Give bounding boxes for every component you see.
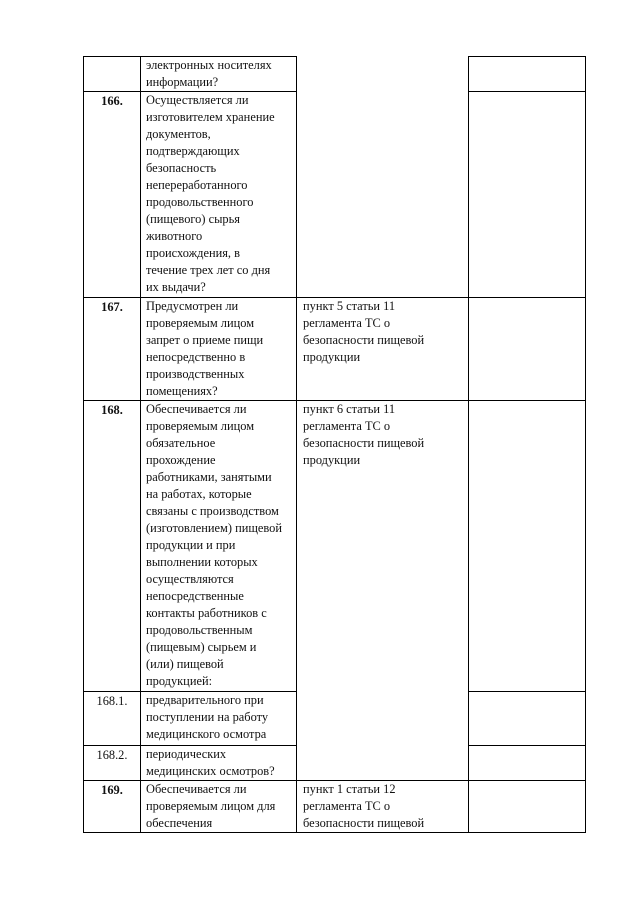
row-number	[84, 57, 141, 92]
checklist-table	[83, 56, 586, 833]
table-row	[84, 401, 586, 692]
question-cell: Обеспечивается ли проверяемым лицом для обеспечения	[141, 781, 297, 833]
table-row	[84, 746, 586, 781]
norm-cell: пункт 5 статьи 11 регламента ТС о безопасности пищевой продукции	[297, 298, 469, 401]
answer-cell[interactable]	[469, 401, 586, 692]
answer-cell[interactable]	[469, 746, 586, 781]
norm-cell: пункт 1 статьи 12 регламента ТС о безопасности пищевой	[297, 781, 469, 833]
row-number: 168.	[84, 401, 141, 692]
norm-cell	[297, 57, 469, 92]
norm-cell: пункт 6 статьи 11 регламента ТС о безопасности пищевой продукции	[303, 402, 425, 467]
question-cell: электронных носителях информации?	[141, 57, 297, 92]
question-cell: периодических медицинских осмотров?	[141, 746, 297, 781]
norm-cell	[297, 746, 469, 781]
row-number: 168.1.	[84, 692, 141, 746]
table-row	[84, 692, 586, 746]
table-row	[84, 298, 586, 401]
table-row	[84, 781, 586, 833]
answer-cell[interactable]	[469, 57, 586, 92]
table-row	[84, 57, 586, 92]
norm-cell	[297, 692, 469, 746]
table-row	[84, 92, 586, 298]
row-number: 166.	[84, 92, 141, 298]
row-number: 167.	[84, 298, 141, 401]
question-cell: предварительного при поступлении на работу медицинского осмотра	[141, 692, 297, 746]
row-number: 168.2.	[84, 746, 141, 781]
row-number: 169.	[84, 781, 141, 833]
answer-cell[interactable]	[469, 92, 586, 298]
question-cell: Осуществляется ли изготовителем хранение документов, подтверждающих безопасность непереработанного продовольственного (пищевого) сырья животного происхождения, в течение трех лет со дня их выдачи?	[141, 92, 297, 298]
question-cell: Обеспечивается ли проверяемым лицом обязательное прохождение работниками, занятыми на работах, которые связаны с производством (изготовлением) пищевой продукции и при выполнении которых осуществляются непосредственные контакты работников с продовольственным (пищевым) сырьем и (или) пищевой продукцией:	[141, 401, 297, 692]
question-cell: Предусмотрен ли проверяемым лицом запрет о приеме пищи непосредственно в производственных помещениях?	[141, 298, 297, 401]
norm-cell	[297, 92, 469, 298]
answer-cell[interactable]	[469, 298, 586, 401]
answer-cell[interactable]	[469, 781, 586, 833]
answer-cell[interactable]	[469, 692, 586, 746]
